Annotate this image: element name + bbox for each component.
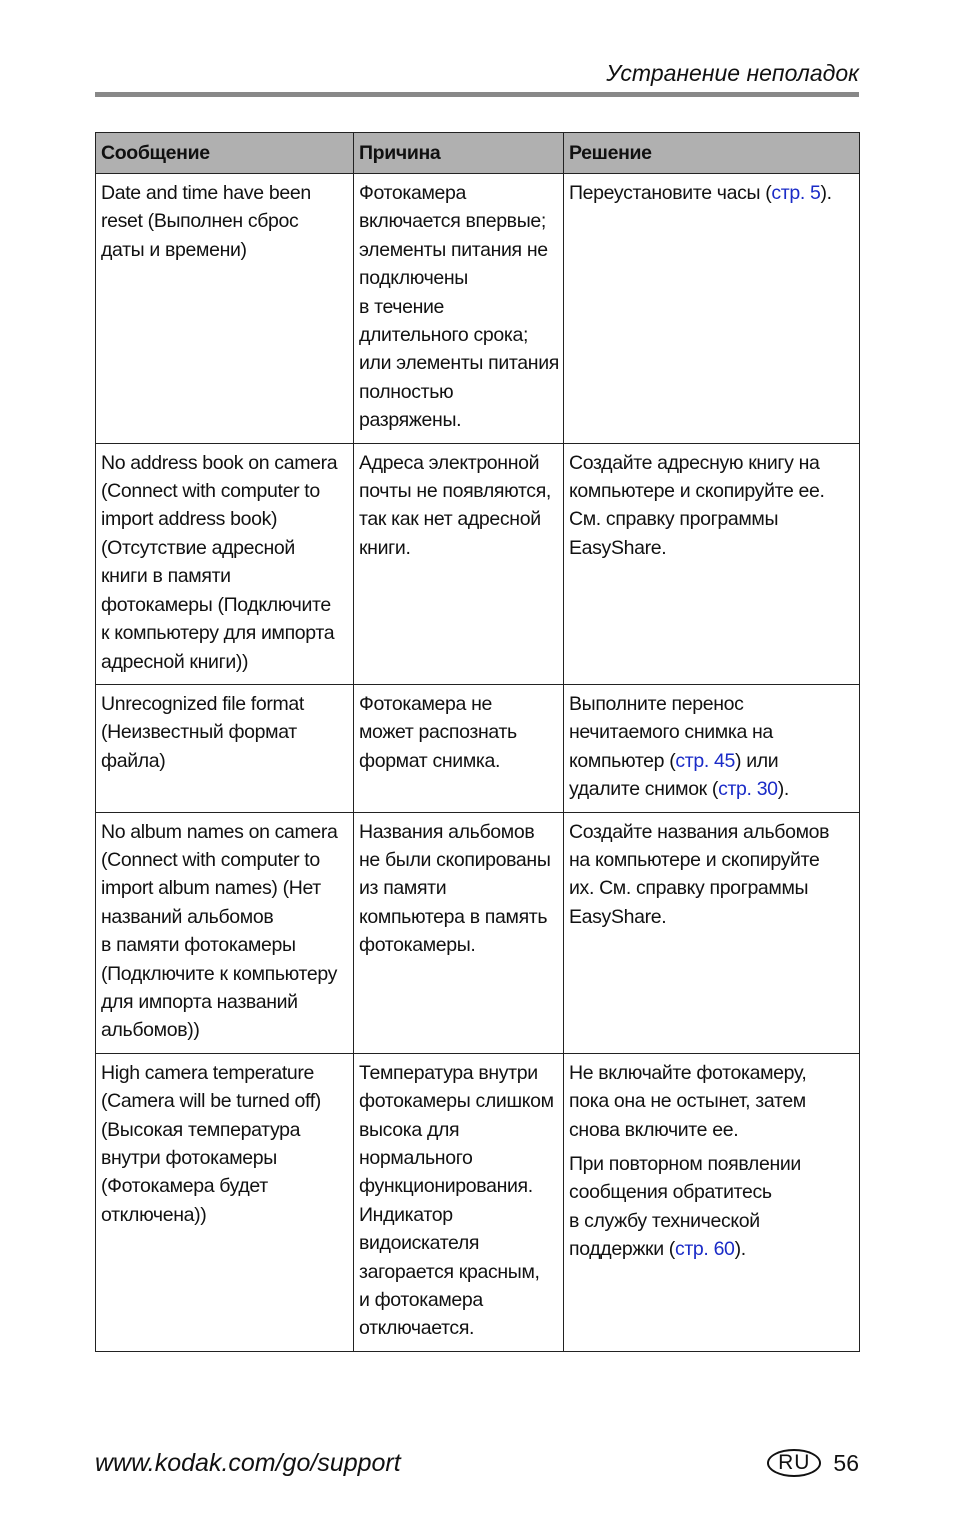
language-badge: RU	[767, 1449, 821, 1477]
solution-line	[569, 747, 855, 775]
message-line: в памяти фотокамеры	[101, 934, 296, 957]
message-line: внутри фотокамеры	[101, 1147, 277, 1169]
solution-line	[569, 1116, 855, 1144]
cause-line: разряжены.	[359, 409, 462, 432]
message-line: к компьютеру для импорта	[101, 622, 335, 645]
solution-cell	[564, 174, 860, 444]
cause-line: видоискателя	[359, 1232, 480, 1255]
message-cell	[96, 443, 354, 684]
table-row	[96, 812, 860, 1053]
solution-text: Создайте названия альбомов	[569, 820, 830, 843]
cause-line: Адреса электронной	[359, 451, 540, 474]
header-rule	[95, 92, 859, 97]
page-header-title: Устранение неполадок	[606, 60, 859, 86]
solution-line	[569, 505, 855, 533]
message-line: No album names on camera	[101, 820, 338, 843]
cause-line: загорается красным,	[359, 1260, 540, 1283]
solution-text: их. См. справку программы	[569, 877, 809, 900]
solution-cell	[564, 812, 860, 1053]
cause-line: элементы питания не	[359, 238, 548, 261]
solution-line	[569, 534, 855, 562]
message-line: (Camera will be turned off)	[101, 1090, 321, 1113]
solution-text: ).	[777, 778, 789, 801]
solution-text: компьютер (	[569, 749, 676, 772]
message-line: (Отсутствие адресной	[101, 536, 295, 559]
solution-line	[569, 1235, 855, 1263]
cause-line: Температура внутри	[359, 1061, 538, 1084]
cause-line: Фотокамера не	[359, 692, 493, 715]
solution-paragraph	[569, 1150, 855, 1264]
solution-text: сообщения обратитесь	[569, 1181, 772, 1204]
solution-text: Не включайте фотокамеру,	[569, 1061, 807, 1084]
solution-line	[569, 846, 855, 874]
cause-line: фотокамеры.	[359, 934, 476, 957]
solution-line	[569, 1178, 855, 1206]
solution-paragraph	[569, 1059, 855, 1144]
message-line: (Connect with computer to	[101, 848, 320, 871]
solution-text: EasyShare.	[569, 905, 667, 928]
table-row	[96, 1053, 860, 1351]
message-cell	[96, 174, 354, 444]
solution-line	[569, 1087, 855, 1115]
page-reference-link[interactable]: стр. 60	[674, 1238, 735, 1261]
cause-line: Фотокамера	[359, 182, 467, 204]
solution-line	[569, 874, 855, 902]
solution-cell	[564, 1053, 860, 1351]
message-line: отключена))	[101, 1203, 207, 1226]
cause-line: почты не появляются,	[359, 480, 551, 503]
message-line: import address book)	[101, 508, 278, 531]
solution-line	[569, 690, 855, 718]
message-line: Unrecognized file format	[101, 692, 304, 715]
troubleshooting-table	[95, 132, 860, 1352]
cause-line: высока для	[359, 1118, 460, 1141]
solution-text: снова включите ее.	[569, 1118, 739, 1141]
table-row	[96, 174, 860, 444]
message-cell	[96, 1053, 354, 1351]
cause-line: не были скопированы	[359, 848, 551, 871]
solution-paragraph	[569, 179, 855, 207]
solution-line	[569, 903, 855, 931]
solution-text: удалите снимок (	[569, 778, 719, 801]
table-body	[96, 174, 860, 1352]
message-line: даты и времени)	[101, 238, 247, 261]
solution-text: EasyShare.	[569, 536, 667, 559]
cause-line: Индикатор	[359, 1203, 453, 1226]
solution-line	[569, 1207, 855, 1235]
cause-line: длительного срока;	[359, 324, 529, 347]
cause-line: может распознать	[359, 721, 517, 744]
cause-line: подключены	[359, 267, 468, 290]
message-line: (Connect with computer to	[101, 480, 320, 503]
column-header-cause: Причина	[354, 133, 564, 174]
solution-text: Выполните перенос	[569, 692, 744, 715]
message-line: названий альбомов	[101, 905, 274, 928]
message-line: фотокамеры (Подключите	[101, 593, 331, 616]
message-line: reset (Выполнен сброс	[101, 210, 299, 233]
solution-line	[569, 1059, 855, 1087]
message-line: (Неизвестный формат	[101, 721, 297, 744]
solution-text: компьютере и скопируйте ее.	[569, 480, 825, 503]
message-line: Date and time have been	[101, 182, 311, 204]
table-header-row	[96, 133, 860, 174]
solution-line	[569, 818, 855, 846]
cause-line: отключается.	[359, 1317, 475, 1340]
cause-line: так как нет адресной	[359, 508, 541, 531]
solution-cell	[564, 684, 860, 812]
message-line: файла)	[101, 749, 166, 772]
solution-text: пока она не остынет, затем	[569, 1090, 806, 1113]
solution-paragraph	[569, 818, 855, 932]
message-line: адресной книги))	[101, 650, 249, 673]
solution-text: ) или	[735, 749, 779, 772]
page-reference-link[interactable]: стр. 5	[771, 182, 821, 204]
solution-line	[569, 179, 855, 207]
cause-line: полностью	[359, 380, 454, 403]
footer-support-url: www.kodak.com/go/support	[95, 1449, 401, 1477]
solution-cell	[564, 443, 860, 684]
solution-line	[569, 718, 855, 746]
solution-paragraph	[569, 449, 855, 563]
solution-text: При повторном появлении	[569, 1153, 801, 1175]
page-reference-link[interactable]: стр. 30	[718, 778, 778, 801]
column-header-solution: Решение	[564, 133, 860, 174]
message-line: альбомов))	[101, 1019, 200, 1042]
table-row	[96, 684, 860, 812]
cause-line: включается впервые;	[359, 210, 546, 233]
cause-line: и фотокамера	[359, 1289, 483, 1312]
cause-line: нормального	[359, 1147, 473, 1169]
cause-cell	[354, 174, 564, 444]
solution-text: Переустановите часы (	[569, 182, 772, 204]
solution-text: на компьютере и скопируйте	[569, 848, 820, 871]
solution-text: Создайте адресную книгу на	[569, 451, 820, 474]
solution-text: ).	[734, 1238, 746, 1261]
cause-line: книги.	[359, 536, 411, 559]
cause-line: фотокамеры слишком	[359, 1090, 554, 1113]
solution-text: нечитаемого снимка на	[569, 721, 773, 744]
message-line: import album names) (Нет	[101, 877, 321, 900]
solution-text: См. справку программы	[569, 508, 779, 531]
cause-line: функционирования.	[359, 1175, 533, 1198]
page-number: 56	[833, 1449, 859, 1476]
solution-line	[569, 477, 855, 505]
cause-line: компьютера в память	[359, 905, 548, 928]
message-cell	[96, 684, 354, 812]
cause-cell	[354, 812, 564, 1053]
cause-cell	[354, 443, 564, 684]
solution-text: поддержки (	[569, 1238, 675, 1261]
cause-line: в течение	[359, 295, 445, 318]
cause-line: формат снимка.	[359, 749, 501, 772]
cause-line: Названия альбомов	[359, 820, 535, 843]
column-header-message: Сообщение	[96, 133, 354, 174]
solution-line	[569, 775, 855, 803]
message-cell	[96, 812, 354, 1053]
message-line: High camera temperature	[101, 1061, 315, 1084]
message-line: (Фотокамера будет	[101, 1175, 268, 1198]
solution-line	[569, 449, 855, 477]
message-line: (Подключите к компьютеру	[101, 962, 338, 985]
page-reference-link[interactable]: стр. 45	[675, 749, 735, 772]
solution-line	[569, 1150, 855, 1178]
cause-cell	[354, 1053, 564, 1351]
message-line: No address book on camera	[101, 451, 338, 474]
cause-line: из памяти	[359, 877, 447, 900]
cause-line: или элементы питания	[359, 352, 559, 375]
message-line: книги в памяти	[101, 565, 231, 588]
cause-cell	[354, 684, 564, 812]
solution-paragraph	[569, 690, 855, 804]
solution-text: в службу технической	[569, 1209, 760, 1232]
footer-page-info	[767, 1449, 859, 1477]
table-row	[96, 443, 860, 684]
message-line: (Высокая температура	[101, 1118, 301, 1141]
solution-text: ).	[820, 182, 832, 204]
message-line: для импорта названий	[101, 990, 298, 1013]
